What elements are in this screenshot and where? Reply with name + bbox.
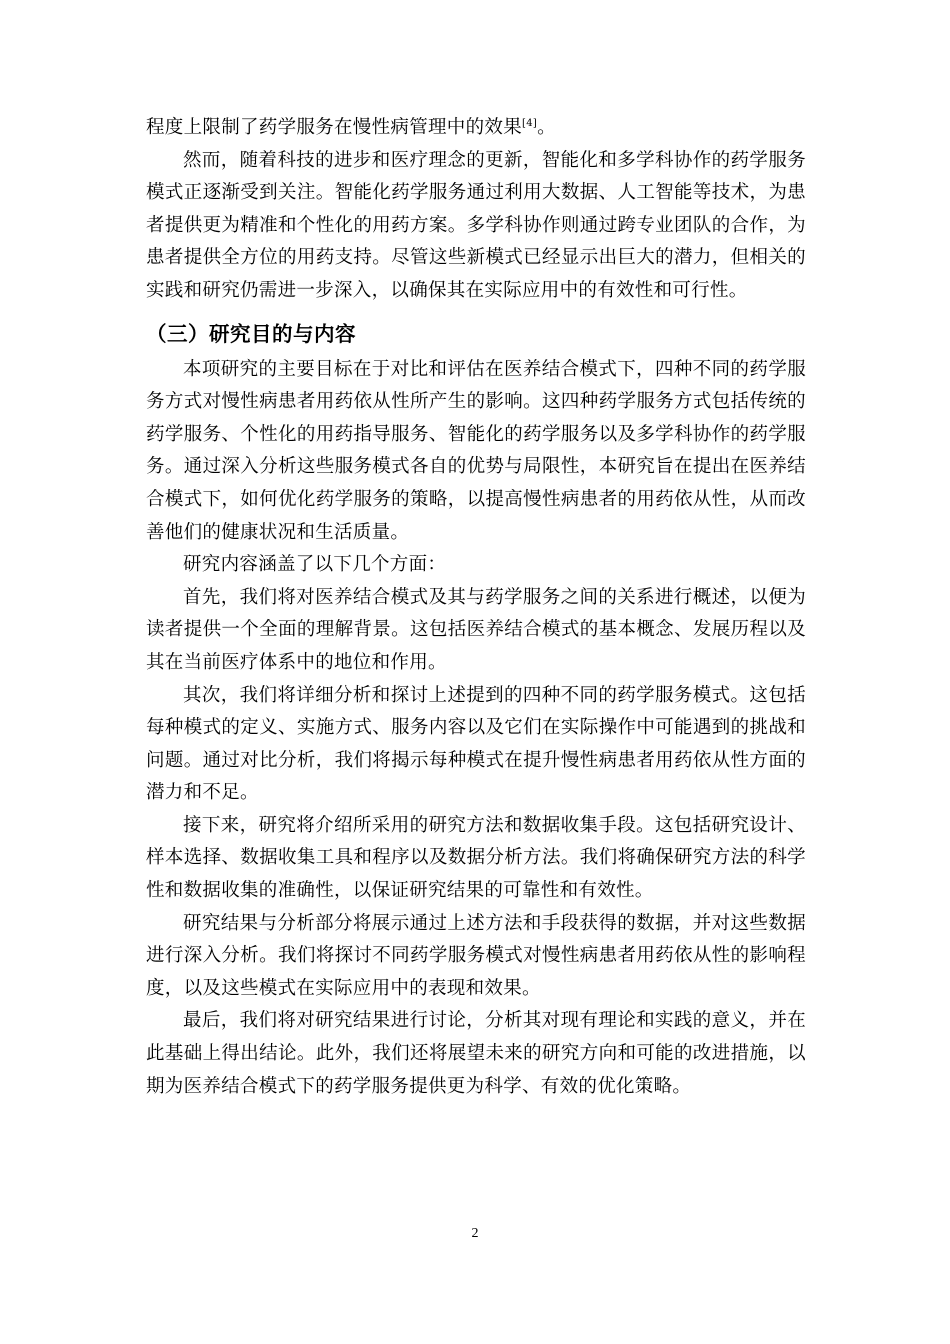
paragraph-conclusion: 最后，我们将对研究结果进行讨论，分析其对现有理论和实践的意义，并在此基础上得出结论。此外，我们还将展望未来的研究方向和可能的改进措施，以期为医养结合模式下的药学服务提供更为科学、有效的优化策略。 (146, 1010, 806, 1097)
paragraph-methods: 接下来，研究将介绍所采用的研究方法和数据收集手段。这包括研究设计、样本选择、数据收集工具和程序以及数据分析方法。我们将确保研究方法的科学性和数据收集的准确性，以保证研究结果的可靠性和有效性。 (146, 814, 806, 902)
paragraph-research-scope: 研究内容涵盖了以下几个方面： (183, 554, 447, 576)
paragraph-background: 然而，随着科技的进步和医疗理念的更新，智能化和多学科协作的药学服务模式正逐渐受到关注。智能化药学服务通过利用大数据、人工智能等技术，为患者提供更为精准和个性化的用药方案。多学科协作则通过跨专业团队的合作，为患者提供全方位的用药支持。尽管这些新模式已经显示出巨大的潜力，但相关的实践和研究仍需进一步深入，以确保其在实际应用中的有效性和可行性。 (146, 149, 806, 301)
paragraph-results: 研究结果与分析部分将展示通过上述方法和手段获得的数据，并对这些数据进行深入分析。我们将探讨不同药学服务模式对慢性病患者用药依从性的影响程度，以及这些模式在实际应用中的表现和效果。 (146, 912, 806, 999)
paragraph-end-punctuation: 。 (537, 117, 556, 138)
document-page (146, 112, 806, 1103)
paragraph-first: 首先，我们将对医养结合模式及其与药学服务之间的关系进行概述，以便为读者提供一个全面的理解背景。这包括医养结合模式的基本概念、发展历程以及其在当前医疗体系中的地位和作用。 (146, 586, 806, 673)
citation-reference: [4] (522, 118, 538, 129)
paragraph-text: 程度上限制了药学服务在慢性病管理中的效果 (146, 117, 523, 138)
paragraph-continuation (146, 112, 806, 145)
paragraph-research-goal: 本项研究的主要目标在于对比和评估在医养结合模式下，四种不同的药学服务方式对慢性病患者用药依从性所产生的影响。这四种药学服务方式包括传统的药学服务、个性化的用药指导服务、智能化的药学服务以及多学科协作的药学服务。通过深入分析这些服务模式各自的优势与局限性，本研究旨在提出在医养结合模式下，如何优化药学服务的策略，以提高慢性病患者的用药依从性，从而改善他们的健康状况和生活质量。 (146, 358, 806, 543)
paragraph-second: 其次，我们将详细分析和探讨上述提到的四种不同的药学服务模式。这包括每种模式的定义、实施方式、服务内容以及它们在实际操作中可能遇到的挑战和问题。通过对比分析，我们将揭示每种模式在提升慢性病患者用药依从性方面的潜力和不足。 (146, 684, 806, 804)
page-number: 2 (471, 1226, 479, 1241)
section-heading: （三）研究目的与内容 (146, 321, 356, 346)
